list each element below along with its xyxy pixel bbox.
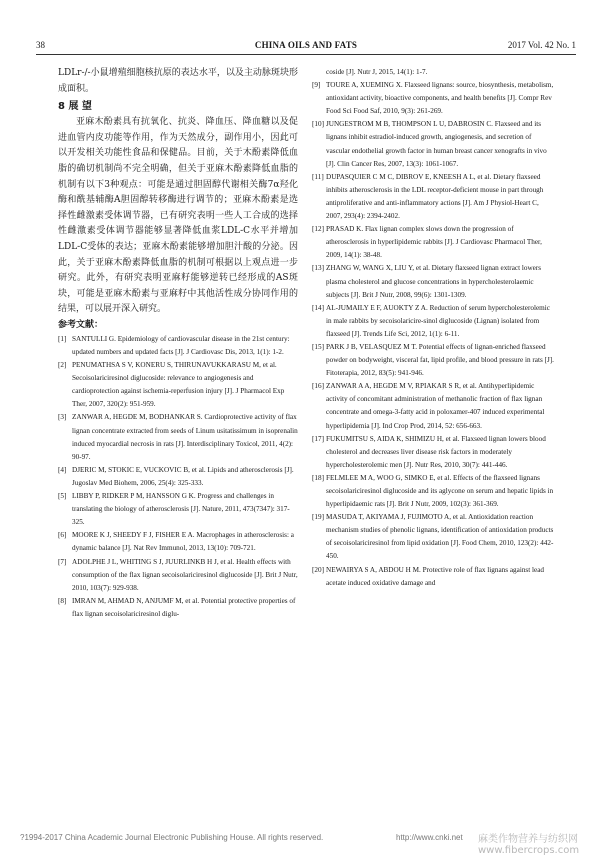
reference-continuation (312, 66, 554, 79)
reference-number: [8] (58, 596, 67, 605)
reference-number: [2] (58, 361, 67, 370)
reference-item (312, 341, 554, 380)
reference-item (312, 564, 554, 590)
copyright-notice: ?1994-2017 China Academic Journal Electronic Publishing House. All rights reserved. (20, 833, 324, 842)
reference-text: PENUMATHSA S V, KONERU S, THIRUNAVUKKARASU M, et al. Secoisolariciresinol diglucoside: relevance to angiogenesis and cardioprotection against ischemia-reperfusion injury [J]. J Pharmacol Exp Ther, 2007, 320(2): 951-959. (72, 361, 285, 409)
footer-link[interactable]: http://www.cnki.net (396, 833, 463, 842)
reference-text: FELMLEE M A, WOO G, SIMKO E, et al. Effects of the flaxseed lignans secoisolariciresinol diglucoside and its aglycone on serum and hepatic lipids in hyperlipidaemic rats [J]. Brit J Nutr, 2009, 102(3): 361-369. (326, 473, 554, 509)
references-heading: 参考文献： (58, 319, 104, 330)
reference-item (312, 171, 554, 223)
reference-number: [18] (312, 473, 324, 482)
reference-text: NEWAIRYA S A, ABDOU H M. Protective role of flax lignans against lead acetate induced oxidative damage and (326, 565, 544, 587)
reference-text: JUNGESTROM M B, THOMPSON L U, DABROSIN C. Flaxseed and its lignans inhibit estradiol-induced growth, angiogenesis, and secretion of vascular endothelial growth factor in human breast cancer xenografts in vivo [J]. Clin Cancer Res, 2007, 13(3): 1061-1067. (326, 120, 547, 168)
section-heading-outlook: 8 展 望 (58, 101, 92, 113)
paragraph-continued: LDLr-/-小鼠增殖细胞核抗原的表达水平，以及主动脉斑块形成面积。 (58, 68, 298, 94)
reference-item (58, 464, 298, 490)
page-header (36, 40, 576, 55)
reference-number: [17] (312, 434, 324, 443)
reference-item (312, 380, 554, 432)
reference-item (312, 302, 554, 341)
reference-text: PRASAD K. Flax lignan complex slows down the progression of atherosclerosis in hyperlipidemic rabbits [J]. J Cardiovasc Pharmacol Ther, 2009, 14(1): 38-48. (326, 225, 542, 260)
page-number: 38 (36, 40, 45, 50)
reference-item (312, 118, 554, 170)
reference-text: AL-JUMAILY E F, AUOKTY Z A. Reduction of serum hypercholesterolemic in male rabbits by secoisolaricire-sinol diglucoside (Lignan) isolated from flaxseed [J]. Trends Life Sci, 2012, 1(1): 6-11. (326, 303, 550, 338)
reference-item (312, 223, 554, 262)
left-column (58, 66, 298, 621)
reference-text: MOORE K J, SHEEDY F J, FISHER E A. Macrophages in atherosclerosis: a dynamic balance [J]. Nat Rev Immunol, 2013, 13(10): 709-721. (72, 531, 294, 553)
reference-item (312, 262, 554, 301)
reference-number: [6] (58, 531, 67, 540)
reference-text: ADOLPHE J L, WHITING S J, JUURLINKB H J, et al. Health effects with consumption of the flax lignan secoisolariciresinol diglucoside [J]. Brit J Nutr, 2010, 103(7): 929-938. (72, 557, 298, 592)
reference-number: [10] (312, 120, 324, 129)
reference-item (312, 79, 554, 118)
reference-text: FUKUMITSU S, AIDA K, SHIMIZU H, et al. Flaxseed lignan lowers blood cholesterol and decreases liver disease risk factors in moderately hypercholesterolemic men [J]. Nutr Res, 2010, 30(7): 441-446. (326, 434, 546, 469)
page-footer (20, 833, 608, 856)
reference-number: [19] (312, 513, 324, 522)
reference-item (58, 359, 298, 411)
paragraph-outlook: 亚麻木酚素具有抗氧化、抗炎、降血压、降血糖以及促进血管内皮功能等作用，作为天然成分，副作用小，因此可以开发相关功能性食品和保健品。目前，关于木酚素降低血脂的确切机制尚不完全明确，但关于亚麻木酚素降低血脂的机制有以下3种观点：可能是通过胆固醇代谢相关酶7α羟化酶和酰基辅酶A胆固醇转移酶进行调节的；亚麻木酚素是选择性雌激素受体调节器，已有研究表明一些人工合成的选择性雌激素受体调节器能够显著降低血浆LDL-C水平并增加LDL-C受体的表达；亚麻木酚素能够增加胆汁酸的分泌。因此，关于亚麻木酚素降低血脂的机制可根据以上观点进一步研究。此外，有研究表明亚麻籽能够逆转已经形成的AS斑块，可能是亚麻木酚素与亚麻籽中其他活性成分协同作用的结果，可以展开深入研究。 (58, 117, 298, 315)
reference-number: [13] (312, 264, 324, 273)
reference-number: [15] (312, 342, 324, 351)
reference-item (312, 472, 554, 511)
reference-number: [12] (312, 225, 324, 234)
reference-item (58, 411, 298, 463)
reference-text: IMRAN M, AHMAD N, ANJUMF M, et al. Potential protective properties of flax lignan secoisolariciresinol diglu- (72, 596, 296, 618)
reference-number: [16] (312, 382, 324, 391)
reference-text: PARK J B, VELASQUEZ M T. Potential effects of lignan-enriched flaxseed powder on bodyweight, visceral fat, lipid profile, and blood pressure in rats [J]. Fitoterapia, 2012, 83(5): 941-946. (326, 342, 554, 378)
reference-text: coside [J]. Nutr J, 2015, 14(1): 1-7. (326, 68, 428, 76)
reference-text: DJERIC M, STOKIC E, VUCKOVIC B, et al. Lipids and atherosclerosis [J]. Jugoslav Med Biohem, 2006, 25(4): 325-333. (72, 465, 294, 487)
reference-text: ZHANG W, WANG X, LIU Y, et al. Dietary flaxseed lignan extract lowers plasma cholesterol and glucose concentrations in hypercholesterolaemic subjects [J]. Brit J Nutr, 2008, 99(6): 1301-1309. (326, 264, 542, 299)
reference-number: [14] (312, 303, 324, 312)
reference-text: ZANWAR A A, HEGDE M V, RPIAKAR S R, et al. Antihyperlipidemic activity of concomitant administration of methanolic fraction of flax lignan concentrate and omega-3-fatty acid in poloxamer-407 induced experimental hyperlipidemia [J]. Ind Crop Prod, 2014, 52: 656-663. (326, 382, 545, 430)
reference-item (58, 556, 298, 595)
reference-item (58, 333, 298, 359)
reference-text: ZANWAR A, HEGDE M, BODHANKAR S. Cardioprotective activity of flax lignan concentrate extracted from seeds of Linum usitatissimum in isoprenalin induced myocardial necrosis in rats [J]. Interdisciplinary Toxicol, 2011, 4(2): 90-97. (72, 413, 298, 461)
reference-list-left (58, 333, 298, 621)
reference-text: SANTULLI G. Epidemiology of cardiovascular disease in the 21st century: updated numbers and updated facts [J]. J Cardiovasc Dis, 2013, 1(1): 1-2. (72, 334, 290, 356)
journal-title: CHINA OILS AND FATS (254, 40, 358, 50)
reference-number: [20] (312, 565, 324, 574)
watermark: 麻类作物营养与纺织网 www.fibercrops.com (478, 834, 580, 856)
reference-item (58, 595, 298, 621)
reference-item (312, 511, 554, 563)
reference-number: [5] (58, 492, 67, 501)
reference-item (58, 529, 298, 555)
reference-number: [4] (58, 465, 67, 474)
volume-info: 2017 Vol. 42 No. 1 (507, 40, 576, 50)
reference-number: [1] (58, 334, 67, 343)
reference-number: [9] (312, 81, 321, 90)
reference-item (312, 433, 554, 472)
reference-number: [11] (312, 172, 324, 181)
reference-number: [7] (58, 557, 67, 566)
reference-text: TOURE A, XUEMING X. Flaxseed lignans: source, biosynthesis, metabolism, antioxidant activity, bioactive components, and health benefits [J]. Compr Rev Food Sci Food Saf, 2010, 9(3): 261-269. (326, 81, 554, 116)
reference-text: MASUDA T, AKIYAMA J, FUJIMOTO A, et al. Antioxidation reaction mechanism studies of phenolic lignans, identification of antioxidation products of secoisolariciresinol from lipid oxidation [J]. Food Chem, 2010, 123(2): 442-450. (326, 513, 554, 561)
reference-text: DUPASQUIER C M C, DIBROV E, KNEESH A L, et al. Dietary flaxseed inhibits atherosclerosis in the LDL receptor-deficient mouse in part through antiproliferative and anti-inflammatory actions [J]. Am J Physiol-Heart C, 2007, 293(4): 2394-2402. (326, 172, 544, 221)
reference-text: LIBBY P, RIDKER P M, HANSSON G K. Progress and challenges in translating the biology of atherosclerosis [J]. Nature, 2011, 473(7347): 317-325. (72, 492, 290, 527)
reference-list-right (312, 66, 554, 590)
reference-number: [3] (58, 413, 67, 422)
reference-item (58, 490, 298, 529)
right-column (312, 66, 554, 590)
